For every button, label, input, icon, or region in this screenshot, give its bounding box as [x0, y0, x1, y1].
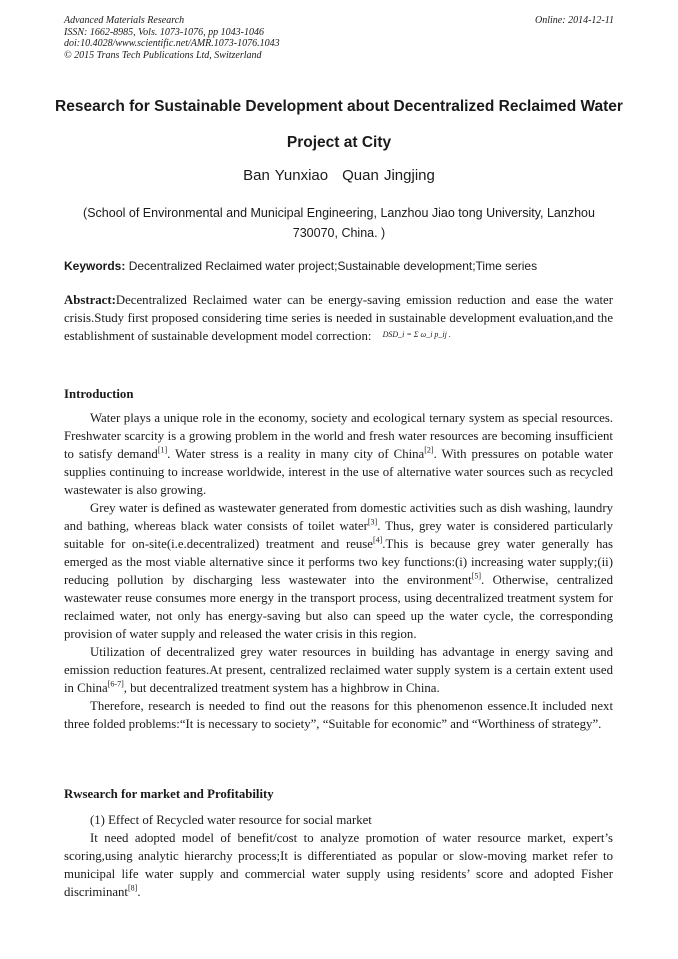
issn-line: ISSN: 1662-8985, Vols. 1073-1076, pp 1043-1046 — [64, 26, 264, 38]
abstract-label: Abstract: — [64, 293, 116, 307]
market-section — [64, 785, 613, 803]
subsection-heading: (1) Effect of Recycled water resource for social market — [90, 813, 372, 827]
affiliation: (School of Environmental and Municipal Engineering, Lanzhou Jiao tong University, Lanzhou 730070, China. ) — [83, 206, 595, 240]
citation: [5] — [471, 571, 482, 581]
paragraph: Grey water is defined as wastewater generated from domestic activities such as dish washing, laundry and bathing, whereas black water consists of toilet water[3]. Thus, grey water is considered particularly suitable for on-site(i.e.decentralized) treatment and reuse[4].This is because grey water generally has emerged as the most viable alternative since it performs two key functions:(i) increasing water supply;(ii) reducing pollution by discharging less wastewater into the environment[5]. Otherwise, centralized wastewater reuse consumes more energy in the transport process, using decentralized treatment system for reclaimed water, not only has energy-saving but also can speed up the water cycle, the corresponding provision of water supply and released the water crisis in this region. — [64, 501, 613, 641]
market-body — [64, 811, 613, 901]
author-name: Quan Jingjing — [342, 167, 435, 184]
abstract — [64, 291, 613, 346]
introduction-body — [64, 409, 613, 733]
keywords-text: Decentralized Reclaimed water project;Sustainable development;Time series — [125, 259, 538, 273]
keywords-label: Keywords: — [64, 259, 126, 273]
author-list — [0, 167, 678, 184]
running-header — [64, 15, 614, 61]
section-heading: Rwsearch for market and Profitability — [64, 787, 274, 801]
copyright-line: © 2015 Trans Tech Publications Ltd, Switzerland — [64, 49, 262, 61]
paragraph: Utilization of decentralized grey water resources in building has advantage in energy saving and emission reduction features.At present, centralized reclaimed water supply system is a certain extent used in China[6-7], but decentralized treatment system has a highbrow in China. — [64, 645, 613, 695]
citation: [2] — [424, 445, 434, 455]
abstract-text: Decentralized Reclaimed water can be energy-saving emission reduction and ease the water crisis.Study first proposed considering time series is needed in sustainable development evaluation,and the establishment of sustainable development model correction: — [64, 293, 613, 343]
citation: [1] — [157, 445, 168, 455]
model-formula: DSD_i = Σ ω_i p_ij . — [382, 330, 451, 340]
paragraph: Water plays a unique role in the economy, society and ecological ternary system as special resources. Freshwater scarcity is a growing problem in the world and fresh water resources are becoming insufficient to satisfy demand[1]. Water stress is a reality in many city of China[2]. With pressures on potable water supplies continuing to increase worldwide, interest in the use of alternative water sources such as recycled wastewater is also growing. — [64, 411, 613, 497]
paragraph: Therefore, research is needed to find out the reasons for this phenomenon essence.It included next three folded problems:“It is necessary to society”, “Suitable for economic” and “Worthiness of strategy”. — [64, 699, 613, 731]
author-name: Ban Yunxiao — [243, 167, 329, 184]
journal-name: Advanced Materials Research — [64, 15, 185, 26]
doi-line: doi:10.4028/www.scientific.net/AMR.1073-1076.1043 — [64, 38, 280, 49]
keywords — [64, 259, 614, 273]
citation: [3] — [367, 517, 378, 527]
citation: [8] — [127, 883, 138, 893]
paper-title: Research for Sustainable Development about Decentralized Reclaimed Water Project at City — [55, 98, 623, 151]
section-heading: Introduction — [64, 387, 134, 401]
introduction-section — [64, 385, 613, 403]
citation: [6-7] — [107, 679, 124, 689]
citation: [4] — [372, 535, 383, 545]
paragraph: It need adopted model of benefit/cost to analyze promotion of water resource market, expert’s scoring,using analytic hierarchy process;It is differentiated as popular or slow-moving market refer to municipal life water supply and commercial water supply using residents’ score and adopted Fisher discriminant[8]. — [64, 831, 613, 899]
online-date: Online: 2014-12-11 — [535, 15, 614, 26]
